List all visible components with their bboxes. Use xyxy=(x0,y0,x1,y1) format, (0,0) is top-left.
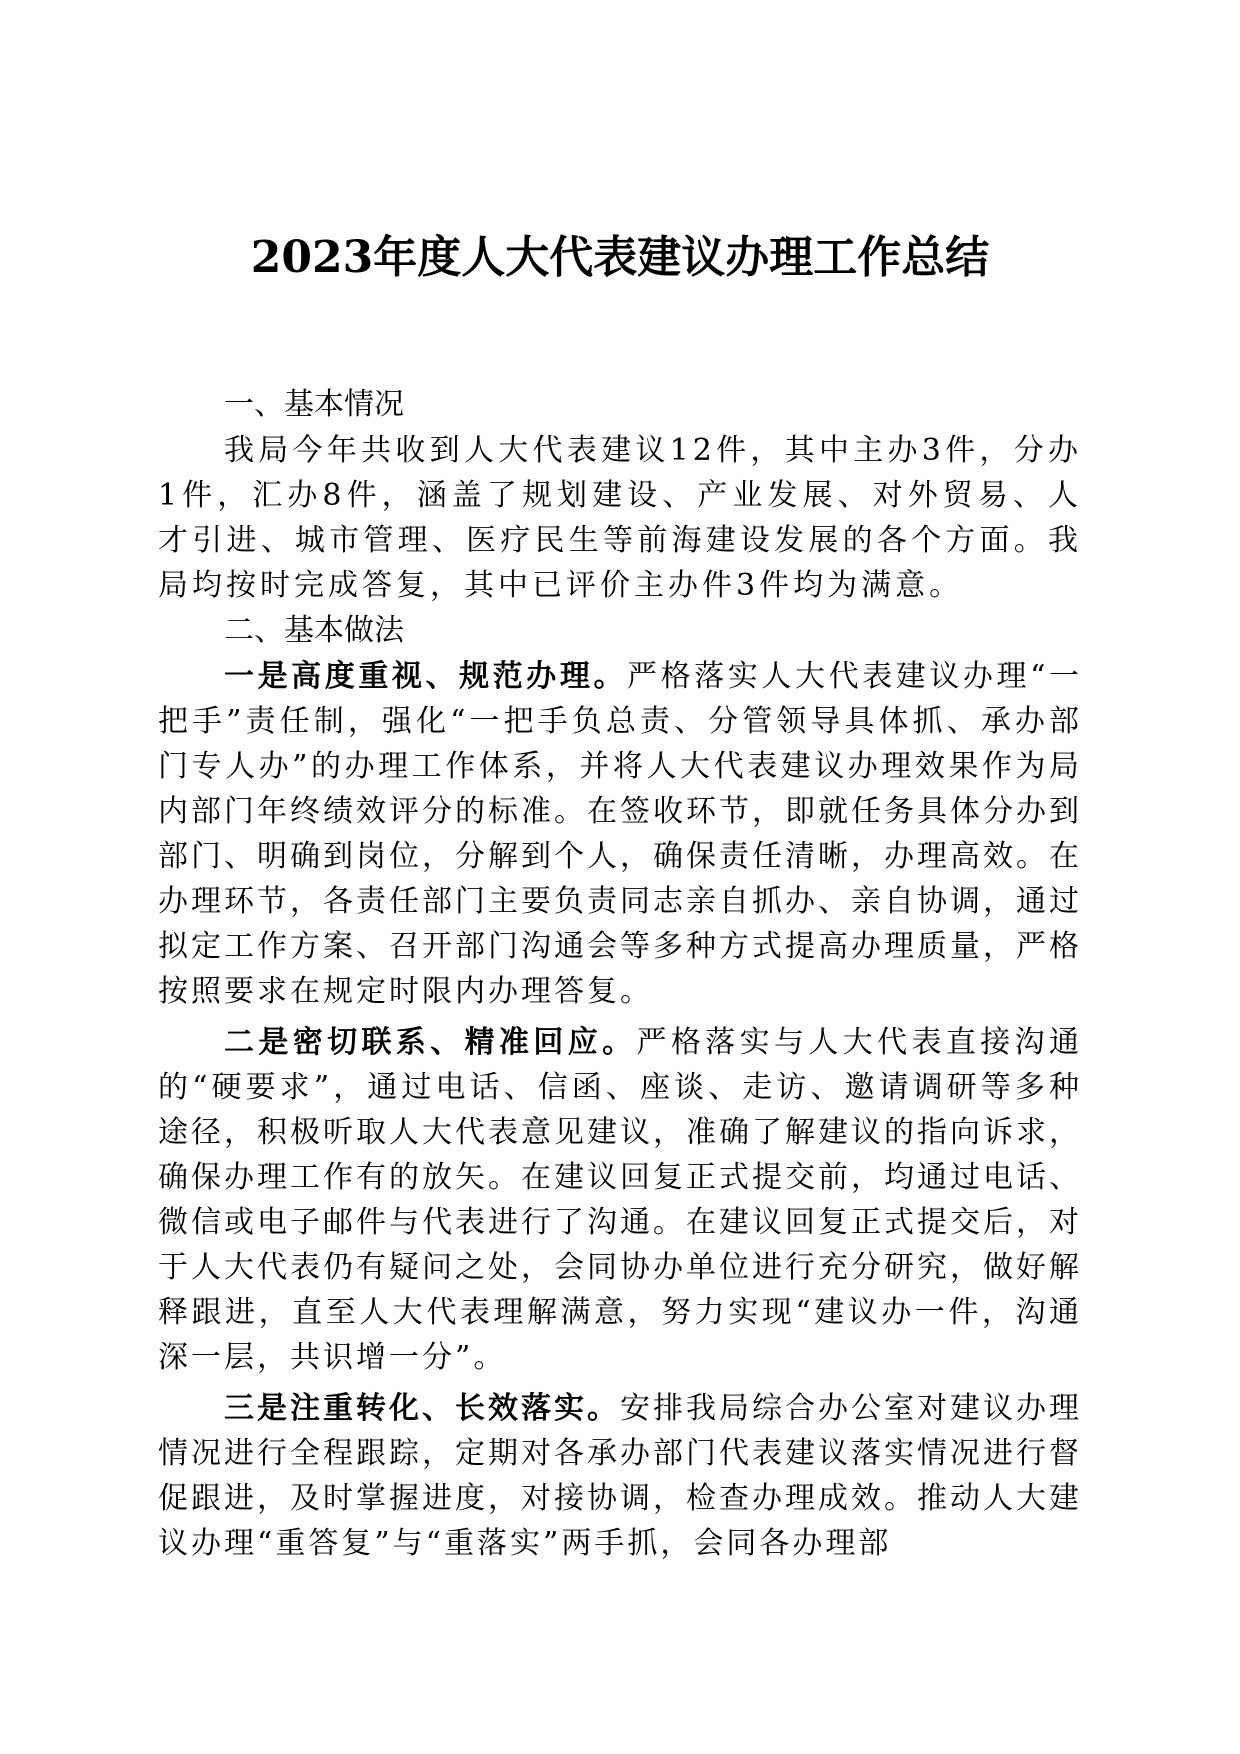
paragraph-practice-1 xyxy=(158,654,1082,1014)
paragraph-lead: 一是高度重视、规范办理。 xyxy=(224,659,628,694)
document-title: 2023年度人大代表建议办理工作总结 xyxy=(250,232,990,283)
paragraph-lead: 二是密切联系、精准回应。 xyxy=(224,1025,637,1060)
paragraph-text: 安排我局综合办公室对建议办理情况进行全程跟踪，定期对各承办部门代表建议落实情况进行督促跟进，及时掌握进度，对接协调，检查办理成效。推动人大建议办理“重答复”与“重落实”两手抓，会同各办理部 xyxy=(158,1391,1082,1561)
paragraph-text: 严格落实与人大代表直接沟通的“硬要求”，通过电话、信函、座谈、走访、邀请调研等多种途径，积极听取人大代表意见建议，准确了解建议的指向诉求，确保办理工作有的放矢。在建议回复正式提交前，均通过电话、微信或电子邮件与代表进行了沟通。在建议回复正式提交后，对于人大代表仍有疑问之处，会同协办单位进行充分研究，做好解释跟进，直至人大代表理解满意，努力实现“建议办一件，沟通深一层，共识增一分”。 xyxy=(158,1025,1082,1375)
paragraph-text: 严格落实人大代表建议办理“一把手”责任制，强化“一把手负总责、分管领导具体抓、承办部门专人办”的办理工作体系，并将人大代表建议办理效果作为局内部门年终绩效评分的标准。在签收环节，即就任务具体分办到部门、明确到岗位，分解到个人，确保责任清晰，办理高效。在办理环节，各责任部门主要负责同志亲自抓办、亲自协调，通过拟定工作方案、召开部门沟通会等多种方式提高办理质量，严格按照要求在规定时限内办理答复。 xyxy=(158,659,1083,1009)
section-heading-basic-practices: 二、基本做法 xyxy=(224,613,404,648)
section-heading-basic-situation: 一、基本情况 xyxy=(224,387,404,422)
paragraph-practice-3 xyxy=(158,1386,1082,1566)
document-body xyxy=(158,382,1082,1566)
paragraph-basic-situation xyxy=(158,428,1082,608)
paragraph-practice-2 xyxy=(158,1020,1082,1380)
paragraph-text: 我局今年共收到人大代表建议12件，其中主办3件，分办1件，汇办8件，涵盖了规划建设、产业发展、对外贸易、人才引进、城市管理、医疗民生等前海建设发展的各个方面。我局均按时完成答复，其中已评价主办件3件均为满意。 xyxy=(158,433,1082,603)
paragraph-lead: 三是注重转化、长效落实。 xyxy=(224,1391,620,1426)
